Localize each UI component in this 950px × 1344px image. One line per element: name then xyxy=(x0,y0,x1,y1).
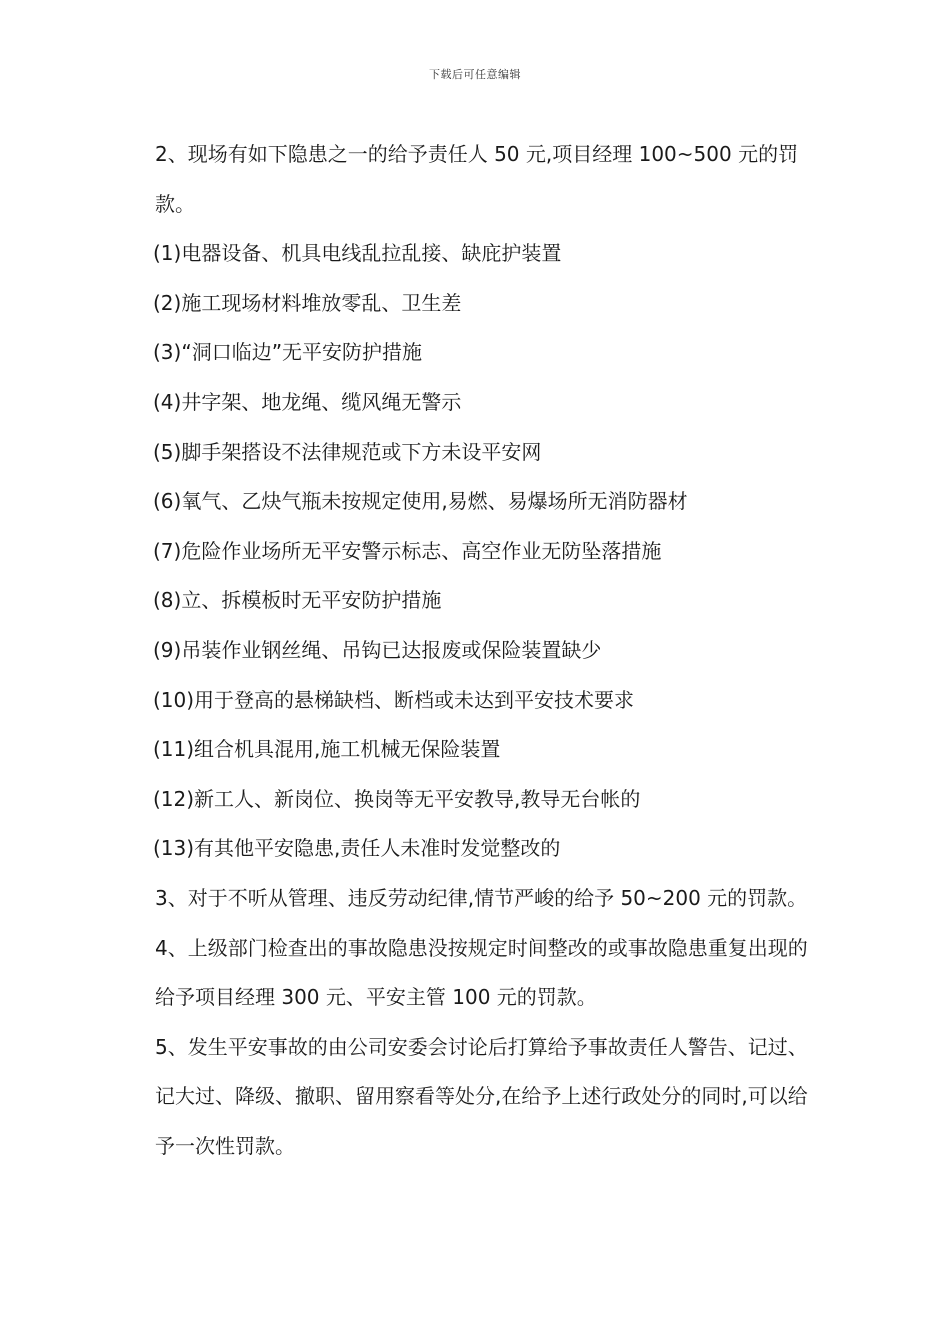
list-item-9: (9)吊装作业钢丝绳、吊钩已达报废或保险装置缺少 xyxy=(153,637,602,662)
list-item-5: (5)脚手架搭设不法律规范或下方未设平安网 xyxy=(153,439,542,464)
list-item-6: (6)氧气、乙炔气瓶未按规定使用,易燃、易爆场所无消防器材 xyxy=(153,489,688,514)
list-item-8: (8)立、拆模板时无平安防护措施 xyxy=(153,588,442,613)
list-item-7: (7)危险作业场所无平安警示标志、高空作业无防坠落措施 xyxy=(153,538,662,563)
list-item-4: (4)井字架、地龙绳、缆风绳无警示 xyxy=(153,389,462,414)
document-body xyxy=(145,130,825,1171)
paragraph-rule-2: 2、现场有如下隐患之一的给予责任人 50 元,项目经理 100~500 元的罚款。 xyxy=(155,142,799,216)
list-item-2: (2)施工现场材料堆放零乱、卫生差 xyxy=(153,290,462,315)
list-item-3: (3)“洞口临边”无平安防护措施 xyxy=(153,340,423,365)
paragraph-rule-4: 4、上级部门检查出的事故隐患没按规定时间整改的或事故隐患重复出现的给予项目经理 300 元、平安主管 100 元的罚款。 xyxy=(155,935,808,1010)
list-item-13: (13)有其他平安隐患,责任人未准时发觉整改的 xyxy=(153,836,561,861)
paragraph-rule-5: 5、发生平安事故的由公司安委会讨论后打算给予事故责任人警告、记过、记大过、降级、撤职、留用察看等处分,在给予上述行政处分的同时,可以给予一次性罚款。 xyxy=(155,1034,808,1158)
list-item-1: (1)电器设备、机具电线乱拉乱接、缺庇护装置 xyxy=(153,241,562,266)
list-item-10: (10)用于登高的悬梯缺档、断档或未达到平安技术要求 xyxy=(153,687,635,712)
list-item-11: (11)组合机具混用,施工机械无保险装置 xyxy=(153,737,501,762)
paragraph-rule-3: 3、对于不听从管理、违反劳动纪律,情节严峻的给予 50~200 元的罚款。 xyxy=(155,885,808,910)
page-header-note: 下载后可任意编辑 xyxy=(429,68,521,81)
list-item-12: (12)新工人、新岗位、换岗等无平安教导,教导无台帐的 xyxy=(153,786,641,811)
